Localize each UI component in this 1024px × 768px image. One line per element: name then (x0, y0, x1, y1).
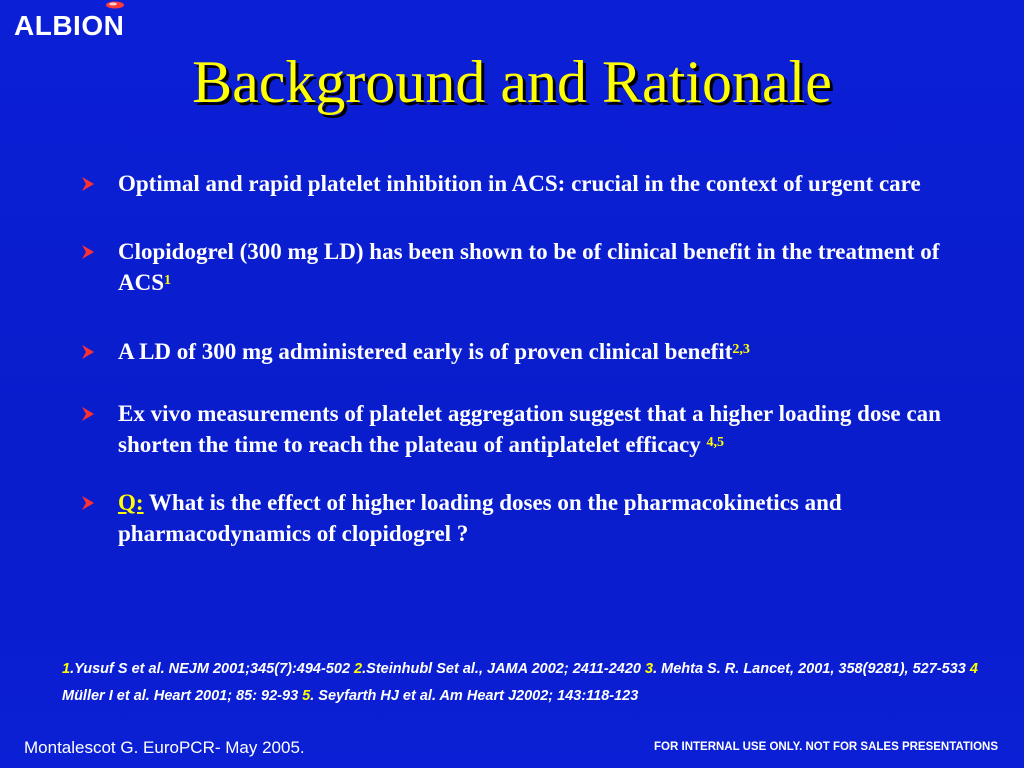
references (62, 656, 1002, 710)
reference-number: 2 (354, 661, 363, 677)
reference-text: Steinhubl Set al., JAMA 2002; 2411-2420 (366, 661, 645, 677)
reference-text: Yusuf S et al. NEJM 2001;345(7):494-502 (74, 661, 355, 677)
citation-superscript: 2,3 (732, 342, 750, 357)
reference-separator: . (310, 688, 315, 704)
arrow-bullet-icon (80, 244, 96, 260)
footer-disclaimer: FOR INTERNAL USE ONLY. NOT FOR SALES PRESENTATIONS (654, 741, 998, 753)
logo-text: ALBION (14, 10, 125, 41)
bullet-text: A LD of 300 mg administered early is of proven clinical benefit (118, 339, 733, 364)
reference-text: Mehta S. R. Lancet, 2001, 358(9281), 527-533 (657, 661, 970, 677)
reference-number: 5 (302, 688, 311, 704)
reference-number: 3 (645, 661, 654, 677)
arrow-bullet-icon (80, 495, 96, 511)
reference-number: 1 (62, 661, 71, 677)
bullet-text: Optimal and rapid platelet inhibition in ACS: crucial in the context of urgent care (118, 171, 921, 196)
page-title: Background and Rationale (192, 49, 832, 115)
reference-number: 4 (969, 661, 978, 677)
reference-separator: . (362, 661, 367, 677)
bullet-text: Ex vivo measurements of platelet aggregation suggest that a higher loading dose can shorten the time to reach the plateau of antiplatelet efficacy (118, 401, 941, 457)
reference-separator: . (653, 661, 658, 677)
reference-separator: . (70, 661, 75, 677)
question-label: Q: (118, 490, 144, 515)
bullet-text: What is the effect of higher loading doses on the pharmacokinetics and pharmacodynamics of clopidogrel ? (118, 490, 842, 546)
bullet-item (80, 398, 990, 460)
reference-text: Müller I et al. Heart 2001; 85: 92-93 (62, 688, 303, 704)
arrow-bullet-icon (80, 344, 96, 360)
citation-superscript: 1 (164, 273, 172, 288)
bullet-item (80, 336, 990, 367)
arrow-bullet-icon (80, 406, 96, 422)
footer-source: Montalescot G. EuroPCR- May 2005. (24, 738, 305, 757)
bullet-item (80, 236, 990, 298)
citation-superscript: 4,5 (706, 435, 724, 450)
bullet-item (80, 168, 990, 199)
arrow-bullet-icon (80, 176, 96, 192)
bullet-list (80, 168, 990, 549)
bullet-item (80, 487, 990, 549)
reference-text: Seyfarth HJ et al. Am Heart J2002; 143:118-123 (314, 688, 639, 704)
logo-swoosh-icon (104, 0, 126, 10)
bullet-text: Clopidogrel (300 mg LD) has been shown to be of clinical benefit in the treatment of ACS (118, 239, 940, 295)
